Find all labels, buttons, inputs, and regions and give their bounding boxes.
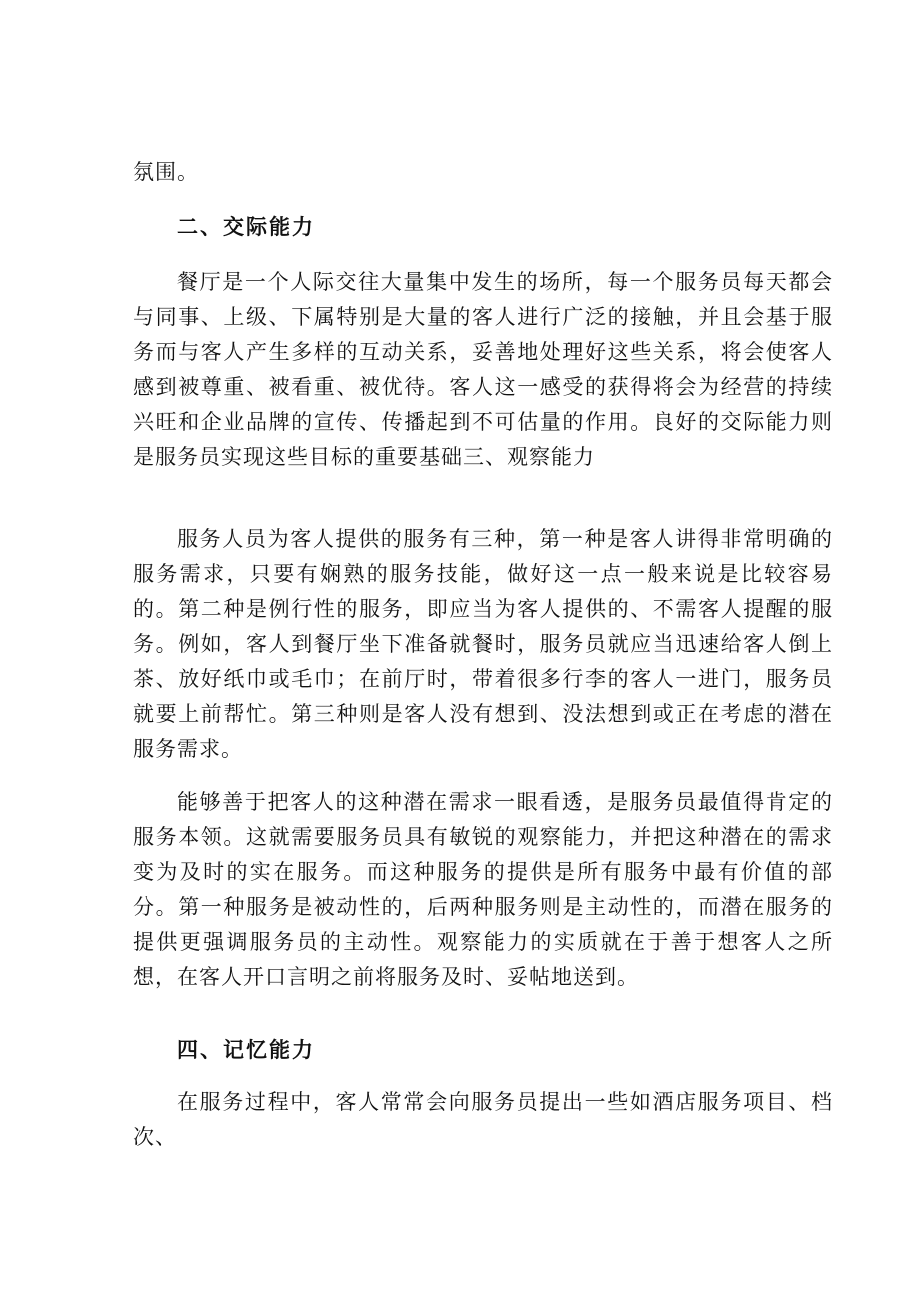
- section-heading-memory: 四、记忆能力: [177, 1038, 315, 1062]
- section-heading-communication: 二、交际能力: [177, 215, 315, 239]
- paragraph-service-types: 服务人员为客人提供的服务有三种，第一种是客人讲得非常明确的服务需求，只要有娴熟的服务技能，做好这一点一般来说是比较容易的。第二种是例行性的服务，即应当为客人提供的、不需客人提醒的服务。例如，客人到餐厅坐下准备就餐时，服务员就应当迅速给客人倒上茶、放好纸巾或毛巾；在前厅时，带着很多行李的客人一进门，服务员就要上前帮忙。第三种则是客人没有想到、没法想到或正在考虑的潜在服务需求。: [133, 527, 833, 761]
- paragraph-observation: 能够善于把客人的这种潜在需求一眼看透，是服务员最值得肯定的服务本领。这就需要服务员具有敏锐的观察能力，并把这种潜在的需求变为及时的实在服务。而这种服务的提供是所有服务中最有价值的部分。第一种服务是被动性的，后两种服务则是主动性的，而潜在服务的提供更强调服务员的主动性。观察能力的实质就在于善于想客人之所想，在客人开口言明之前将服务及时、妥帖地送到。: [133, 790, 833, 989]
- paragraph-memory: 在服务过程中，客人常常会向服务员提出一些如酒店服务项目、档次、: [133, 1090, 833, 1149]
- paragraph-communication: 餐厅是一个人际交往大量集中发生的场所，每一个服务员每天都会与同事、上级、下属特别是大量的客人进行广泛的接触，并且会基于服务而与客人产生多样的互动关系，妥善地处理好这些关系，将会使客人感到被尊重、被看重、被优待。客人这一感受的获得将会为经营的持续兴旺和企业品牌的宣传、传播起到不可估量的作用。良好的交际能力则是服务员实现这些目标的重要基础三、观察能力: [133, 270, 833, 469]
- continuation-text: 氛围。: [133, 160, 199, 184]
